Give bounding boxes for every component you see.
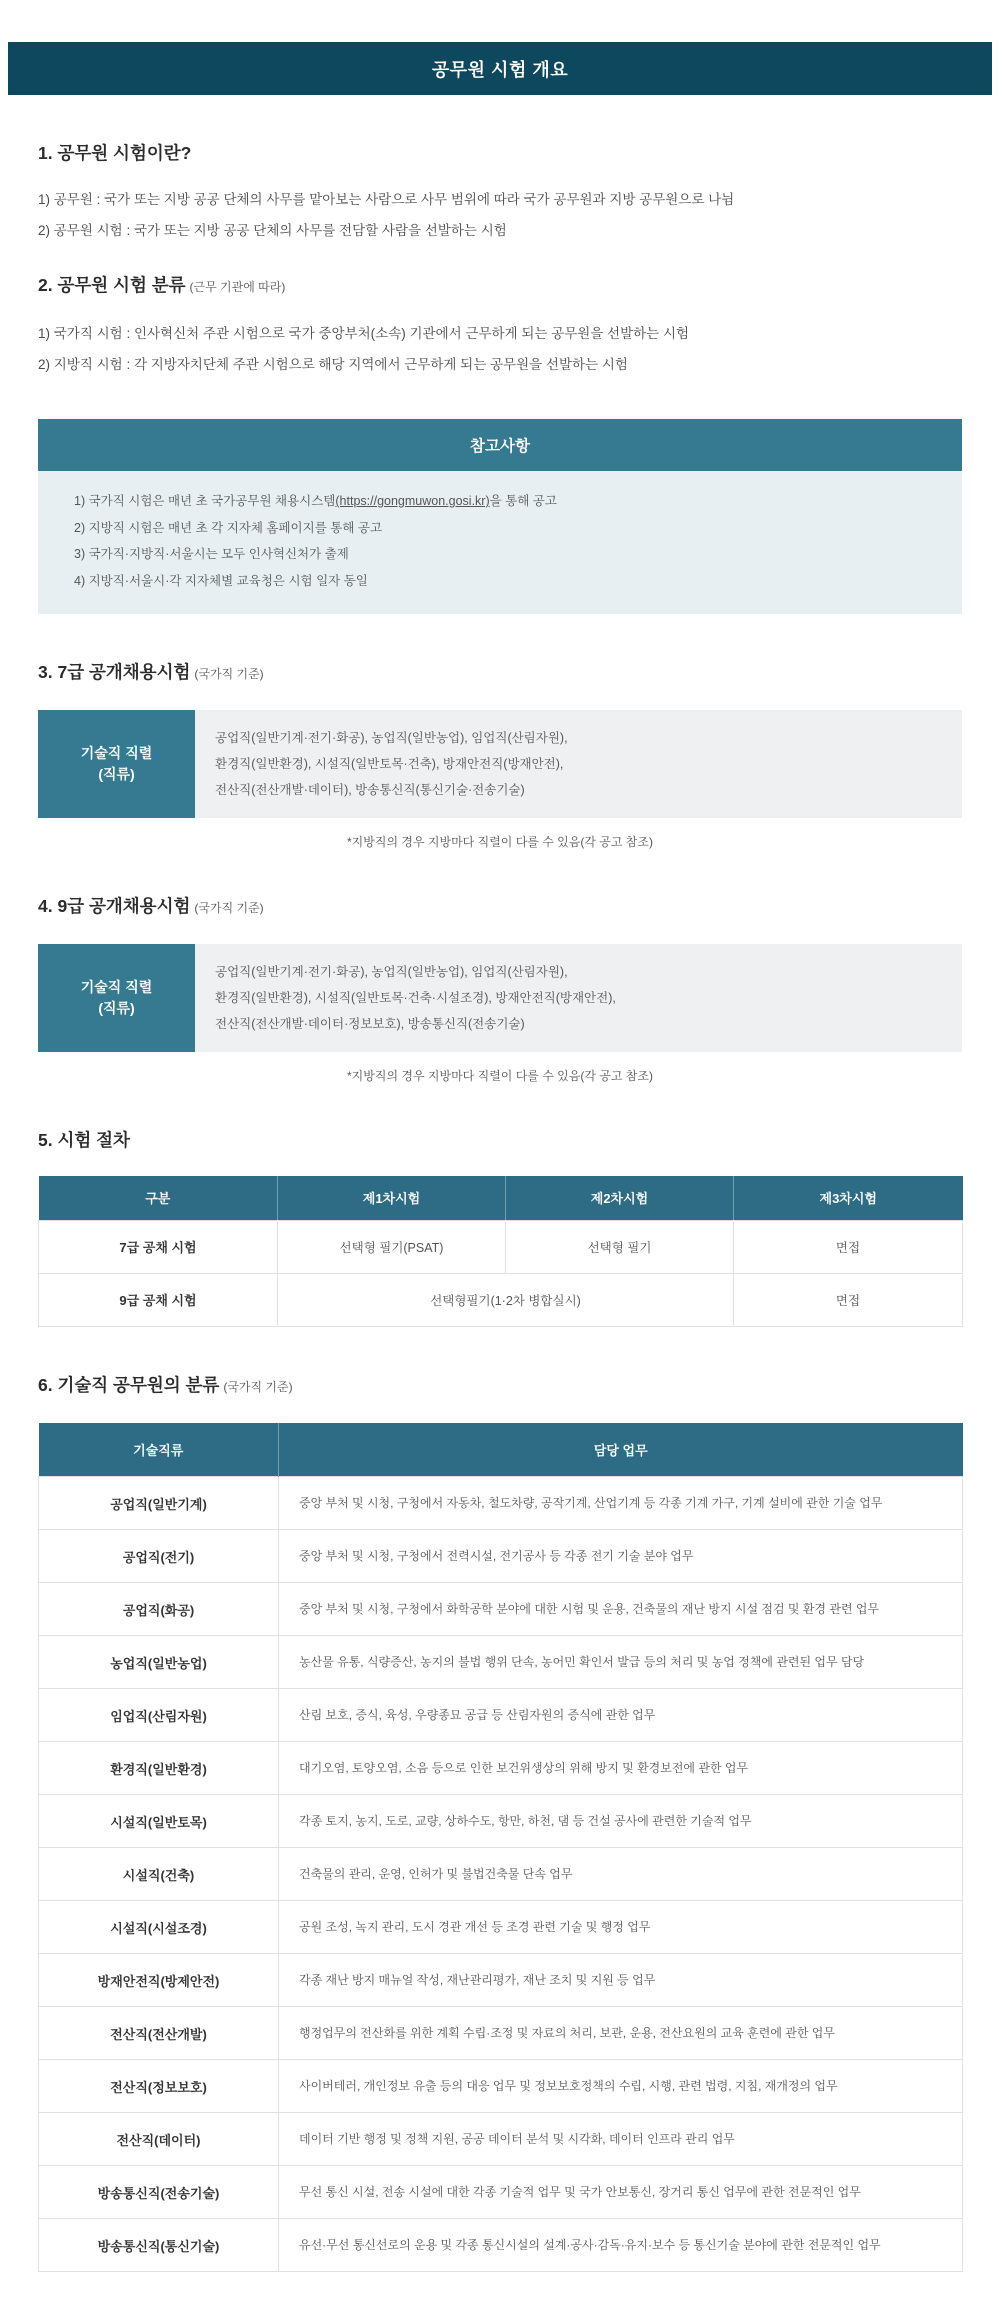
job-cell: 공업직(화공) (39, 1583, 279, 1636)
table-row (39, 1530, 963, 1583)
series-line: 전산직(전산개발·데이터), 방송통신직(통신기술·전송기술) (215, 783, 525, 797)
grade9-footnote: *지방직의 경우 지방마다 직렬이 다를 수 있음(각 공고 참조) (347, 1069, 653, 1083)
series-label-line1: 기술직 직렬 (80, 979, 153, 995)
section-1-items (38, 191, 962, 239)
section-grade9-exam (38, 894, 962, 1084)
series-line: 공업직(일반기계·전기·화공), 농업직(일반농업), 임업직(산림자원), (215, 731, 568, 745)
section-2-items (38, 325, 962, 373)
section-6-heading-text: 6. 기술직 공무원의 분류 (38, 1374, 220, 1395)
gosi-site-link[interactable]: (https://gongmuwon.gosi.kr) (335, 494, 490, 508)
exam-stage-cell: 선택형필기(1·2차 병합실시) (278, 1273, 734, 1326)
table-header-row (39, 1176, 963, 1220)
table-row (39, 1848, 963, 1901)
series-label-line2: (직류) (98, 766, 135, 782)
exam-stage-cell: 면접 (734, 1273, 963, 1326)
section-grade7-exam (38, 660, 962, 850)
duty-cell: 중앙 부처 및 시청, 구청에서 화학공학 분야에 대한 시험 및 운용, 건축물의 재난 방지 시설 점검 및 환경 관련 업무 (279, 1583, 963, 1636)
section-6-heading (38, 1373, 962, 1399)
duty-cell: 산림 보호, 증식, 육성, 우량종묘 공급 등 산림자원의 증식에 관한 업무 (279, 1689, 963, 1742)
column-header: 담당 업무 (279, 1423, 963, 1477)
table-row (39, 2060, 963, 2113)
section-6-heading-note: (국가직 기준) (223, 1379, 293, 1394)
duty-cell: 행정업무의 전산화를 위한 계획 수립·조정 및 자료의 처리, 보관, 운용, 전산요원의 교육 훈련에 관한 업무 (279, 2007, 963, 2060)
job-cell: 농업직(일반농업) (39, 1636, 279, 1689)
job-cell: 시설직(일반토목) (39, 1795, 279, 1848)
exam-stage-cell: 면접 (734, 1220, 963, 1273)
column-header: 기술직류 (39, 1423, 279, 1477)
table-row (39, 1795, 963, 1848)
duty-cell: 데이터 기반 행정 및 정책 지원, 공공 데이터 분석 및 시각화, 데이터 인프라 관리 업무 (279, 2113, 963, 2166)
duty-cell: 무선 통신 시설, 전송 시설에 대한 각종 기술적 업무 및 국가 안보통신, 장거리 통신 업무에 관한 전문적인 업무 (279, 2166, 963, 2219)
job-cell: 방재안전직(방제안전) (39, 1954, 279, 2007)
section-3-heading-text: 3. 7급 공개채용시험 (38, 662, 191, 682)
content (0, 141, 1000, 2318)
notice-box (38, 419, 962, 614)
bottom-spacer (38, 2272, 962, 2318)
section-3-heading-note: (국가직 기준) (194, 667, 264, 681)
series-line: 공업직(일반기계·전기·화공), 농업직(일반농업), 임업직(산림자원), (215, 965, 568, 979)
job-cell: 전산직(데이터) (39, 2113, 279, 2166)
section-4-heading (38, 894, 962, 920)
job-cell: 시설직(시설조경) (39, 1901, 279, 1954)
duty-cell: 중앙 부처 및 시청, 구청에서 자동차, 철도차량, 공작기계, 산업기계 등 각종 기계 가구, 기계 설비에 관한 기술 업무 (279, 1477, 963, 1530)
section-2-heading-note: (근무 기관에 따라) (189, 280, 286, 294)
exam-stage-cell: 선택형 필기(PSAT) (278, 1220, 506, 1273)
series-line: 환경직(일반환경), 시설직(일반토목·건축·시설조경), 방재안전직(방재안전), (215, 991, 616, 1005)
page-title: 공무원 시험 개요 (431, 59, 569, 80)
series-label-line2: (직류) (98, 1000, 135, 1016)
list-item: 2) 지방직 시험 : 각 지방자치단체 주관 시험으로 해당 지역에서 근무하게 되는 공무원을 선발하는 시험 (38, 357, 628, 372)
job-cell: 공업직(전기) (39, 1530, 279, 1583)
column-header: 제3차시험 (734, 1176, 963, 1220)
notice-item: 3) 국가직·지방직·서울시는 모두 인사혁신처가 출제 (74, 547, 349, 561)
duty-cell: 각종 재난 방지 매뉴얼 작성, 재난관리평가, 재난 조치 및 지원 등 업무 (279, 1954, 963, 2007)
job-cell: 시설직(건축) (39, 1848, 279, 1901)
grade7-footnote: *지방직의 경우 지방마다 직렬이 다를 수 있음(각 공고 참조) (347, 835, 653, 849)
table-row (39, 2007, 963, 2060)
notice-item (74, 488, 926, 515)
job-cell: 방송통신직(통신기술) (39, 2219, 279, 2272)
section-3-heading (38, 660, 962, 686)
section-exam-procedure (38, 1128, 962, 1327)
job-cell: 전산직(정보보호) (39, 2060, 279, 2113)
grade7-series-table (38, 710, 962, 818)
series-line: 전산직(전산개발·데이터·정보보호), 방송통신직(전송기술) (215, 1017, 525, 1031)
duty-cell: 중앙 부처 및 시청, 구청에서 전력시설, 전기공사 등 각종 전기 기술 분야 업무 (279, 1530, 963, 1583)
row-label-cell: 7급 공채 시험 (39, 1220, 278, 1273)
table-row (39, 1477, 963, 1530)
table-row (39, 1954, 963, 2007)
duty-cell: 농산물 유통, 식량증산, 농지의 불법 행위 단속, 농어민 확인서 발급 등의 처리 및 농업 정책에 관련된 업무 담당 (279, 1636, 963, 1689)
section-4-heading-note: (국가직 기준) (194, 901, 264, 915)
section-exam-classification (38, 273, 962, 373)
notice-box-title: 참고사항 (38, 419, 962, 471)
table-row (39, 1583, 963, 1636)
job-cell: 환경직(일반환경) (39, 1742, 279, 1795)
section-1-heading: 1. 공무원 시험이란? (38, 143, 192, 163)
list-item: 1) 공무원 : 국가 또는 지방 공공 단체의 사무를 맡아보는 사람으로 사무 범위에 따라 국가 공무원과 지방 공무원으로 나뉨 (38, 192, 735, 207)
job-cell: 방송통신직(전송기술) (39, 2166, 279, 2219)
table-row (39, 1689, 963, 1742)
notice-item-1-suffix: 을 통해 공고 (489, 494, 557, 508)
duty-cell: 대기오염, 토양오염, 소음 등으로 인한 보건위생상의 위해 방지 및 환경보전에 관한 업무 (279, 1742, 963, 1795)
table-header-row (39, 1423, 963, 1477)
duty-cell: 사이버테러, 개인정보 유출 등의 대응 업무 및 정보보호정책의 수립, 시행, 관련 법령, 지침, 재개정의 업무 (279, 2060, 963, 2113)
technical-jobs-table (38, 1423, 963, 2273)
job-cell: 공업직(일반기계) (39, 1477, 279, 1530)
table-row (39, 1273, 963, 1326)
notice-item: 4) 지방직·서울시·각 지자체별 교육청은 시험 일자 동일 (74, 573, 368, 588)
section-technical-classification (38, 1373, 962, 2273)
table-row (39, 1901, 963, 1954)
page (0, 42, 1000, 2318)
job-cell: 전산직(전산개발) (39, 2007, 279, 2060)
duty-cell: 각종 토지, 농지, 도로, 교량, 상하수도, 항만, 하천, 댐 등 건설 공사에 관련한 기술적 업무 (279, 1795, 963, 1848)
series-label-cell (38, 944, 195, 1052)
series-line: 환경직(일반환경), 시설직(일반토목·건축), 방재안전직(방재안전), (215, 757, 564, 771)
series-label-line1: 기술직 직렬 (80, 745, 153, 761)
table-row (39, 1220, 963, 1273)
column-header: 제2차시험 (506, 1176, 734, 1220)
table-row (39, 2166, 963, 2219)
duty-cell: 유선·무선 통신선로의 운용 및 각종 통신시설의 설계·공사·감독·유지·보수 등 통신기술 분야에 관한 전문적인 업무 (279, 2219, 963, 2272)
table-row (39, 2113, 963, 2166)
section-2-heading (38, 273, 962, 299)
column-header: 구분 (39, 1176, 278, 1220)
section-what-is-exam (38, 141, 962, 239)
job-cell: 임업직(산림자원) (39, 1689, 279, 1742)
series-label-cell (38, 710, 195, 818)
row-label-cell: 9급 공채 시험 (39, 1273, 278, 1326)
section-2-heading-text: 2. 공무원 시험 분류 (38, 275, 186, 295)
exam-stage-cell: 선택형 필기 (506, 1220, 734, 1273)
page-title-bar (8, 42, 992, 95)
grade9-series-table (38, 944, 962, 1052)
table-row (39, 1636, 963, 1689)
notice-item: 2) 지방직 시험은 매년 초 각 지자체 홈페이지를 통해 공고 (74, 520, 383, 535)
duty-cell: 건축물의 관리, 운영, 인허가 및 불법건축물 단속 업무 (279, 1848, 963, 1901)
exam-procedure-table (38, 1176, 963, 1327)
duty-cell: 공원 조성, 녹지 관리, 도시 경관 개선 등 조경 관련 기술 및 행정 업무 (279, 1901, 963, 1954)
list-item: 2) 공무원 시험 : 국가 또는 지방 공공 단체의 사무를 전담할 사람을 선발하는 시험 (38, 223, 507, 238)
series-content-cell (195, 710, 962, 818)
table-row (39, 1742, 963, 1795)
list-item: 1) 국가직 시험 : 인사혁신처 주관 시험으로 국가 중앙부처(소속) 기관에서 근무하게 되는 공무원을 선발하는 시험 (38, 326, 690, 341)
table-row (39, 2219, 963, 2272)
notice-item-1-prefix: 1) 국가직 시험은 매년 초 국가공무원 채용시스템 (74, 494, 336, 508)
series-content-cell (195, 944, 962, 1052)
notice-box-body (38, 471, 962, 614)
section-5-heading: 5. 시험 절차 (38, 1130, 130, 1150)
section-4-heading-text: 4. 9급 공개채용시험 (38, 896, 191, 916)
column-header: 제1차시험 (278, 1176, 506, 1220)
